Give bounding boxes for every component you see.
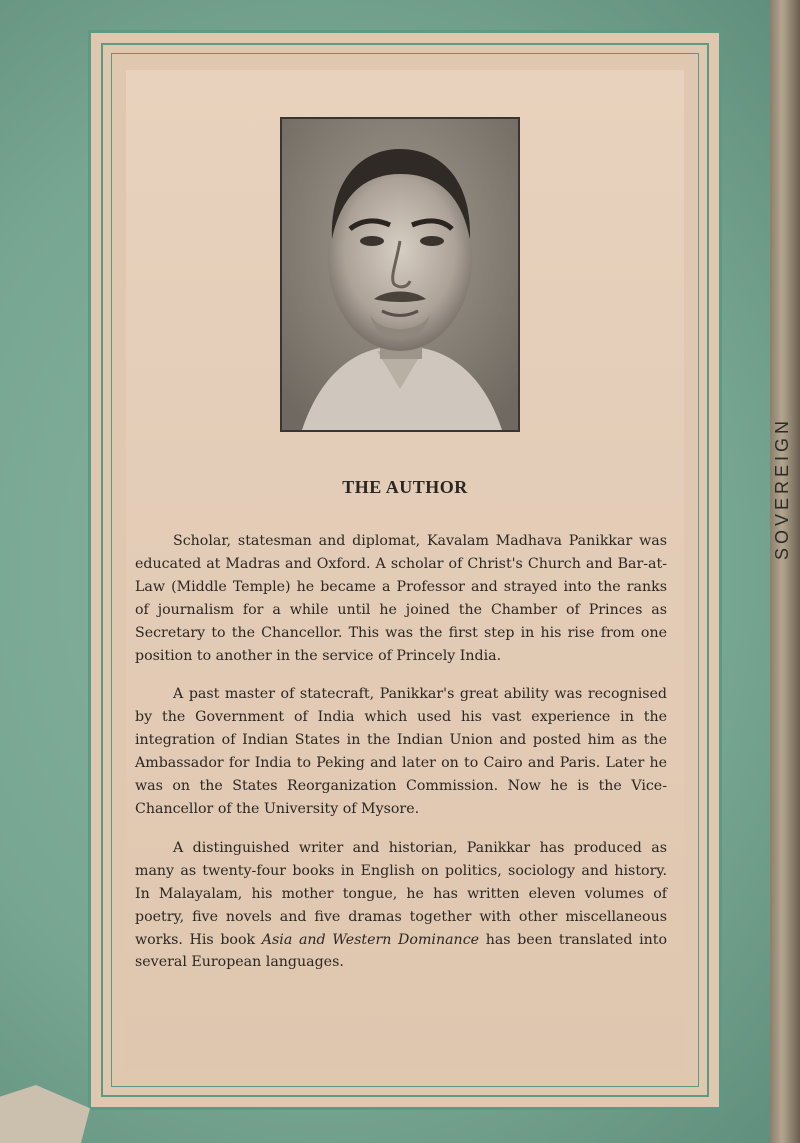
bio-paragraph-2: A past master of statecraft, Panikkar's great ability was recognised by the Government of India which used his vast experience in the integration of Indian States in the Indian Union and posted him as the Ambassador for India to Peking and later on to Cairo and Paris. Later he was on the States Reorganization Commission. Now he is the Vice-Chancellor of the University of Mysore.	[135, 686, 667, 817]
portrait-image	[282, 119, 518, 430]
spine-title: SOVEREIGN	[772, 416, 792, 560]
author-biography	[135, 530, 667, 990]
bio-paragraph-3	[135, 837, 667, 974]
author-portrait	[280, 117, 520, 432]
bio-paragraph-3-text: A distinguished writer and historian, Panikkar has produced as many as twenty-four books in English on politics, sociology and history. In Malayalam, his mother tongue, he has written eleven volumes of poetry, five novels and five dramas together with other miscellaneous works. His book	[135, 839, 667, 948]
bio-paragraph-1: Scholar, statesman and diplomat, Kavalam Madhava Panikkar was educated at Madras and Oxford. A scholar of Christ's Church and Bar-at-Law (Middle Temple) he became a Professor and strayed into the ranks of journalism for a while until he joined the Chamber of Princes as Secretary to the Chancellor. This was the first step in his rise from one position to another in the service of Princely India.	[135, 533, 667, 664]
book-title: Asia and Western Dominance	[261, 931, 480, 948]
bio-paragraph-3-tail: has been translated into several European languages.	[135, 931, 667, 971]
section-heading: THE AUTHOR	[342, 477, 468, 497]
book-spine	[770, 0, 800, 1143]
